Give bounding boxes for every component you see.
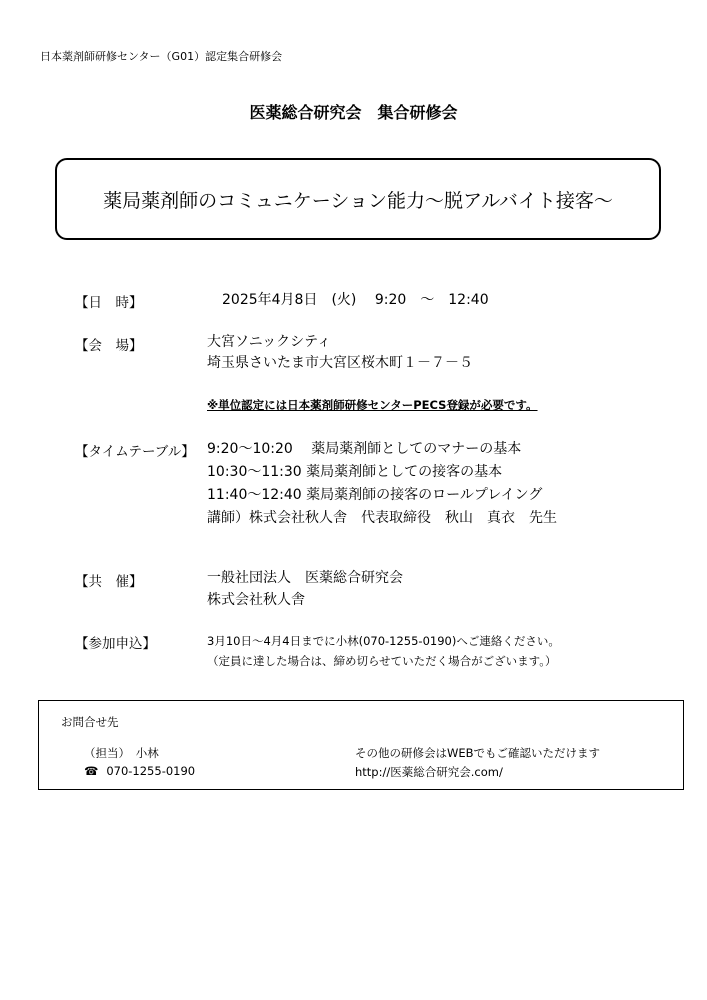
org-title: 医薬総合研究会 集合研修会 — [249, 103, 458, 122]
timetable-item: 10:30～11:30 薬局薬剤師としての接客の基本 — [207, 464, 503, 480]
pecs-notice: ※単位認定には日本薬剤師研修センターPECS登録が必要です。 — [207, 398, 538, 412]
venue-label: 【会 場】 — [75, 338, 143, 354]
header-note: 日本薬剤師研修センター（G01）認定集合研修会 — [40, 50, 283, 63]
application-label: 【参加申込】 — [75, 636, 156, 652]
phone-icon: ☎ — [84, 764, 99, 778]
datetime-label: 【日 時】 — [75, 295, 143, 311]
organizer-line: 株式会社秋人舎 — [207, 592, 305, 608]
datetime-value: 2025年4月8日 (火) 9:20 ～ 12:40 — [222, 292, 489, 308]
venue-address: 埼玉県さいたま市大宮区桜木町１－７－５ — [207, 355, 473, 371]
contact-phone: 070-1255-0190 — [106, 764, 196, 778]
application-note: （定員に達した場合は、締め切らせていただく場合がございます。） — [207, 654, 557, 668]
timetable-item: 11:40～12:40 薬局薬剤師の接客のロールプレイング — [207, 487, 543, 503]
web-note: その他の研修会はWEBでもご確認いただけます — [355, 746, 601, 760]
contact-person: （担当） 小林 — [84, 746, 159, 760]
website-link[interactable]: http://医薬総合研究会.com/ — [355, 765, 503, 779]
seminar-title: 薬局薬剤師のコミュニケーション能力～脱アルバイト接客～ — [103, 189, 613, 212]
organizer-line: 一般社団法人 医薬総合研究会 — [207, 570, 403, 586]
application-line: 3月10日～4月4日までに小林(070-1255-0190)へご連絡ください。 — [207, 634, 560, 648]
seminar-title-box — [55, 158, 661, 240]
contact-phone-row — [84, 764, 195, 778]
timetable-label: 【タイムテーブル】 — [75, 444, 195, 460]
timetable-item: 9:20～10:20 薬局薬剤師としてのマナーの基本 — [207, 441, 522, 457]
lecturer: 講師）株式会社秋人舎 代表取締役 秋山 真衣 先生 — [207, 510, 557, 526]
organizer-label: 【共 催】 — [75, 574, 143, 590]
contact-heading: お問合せ先 — [61, 715, 119, 729]
venue-name: 大宮ソニックシティ — [207, 334, 332, 350]
contact-box — [38, 700, 684, 790]
